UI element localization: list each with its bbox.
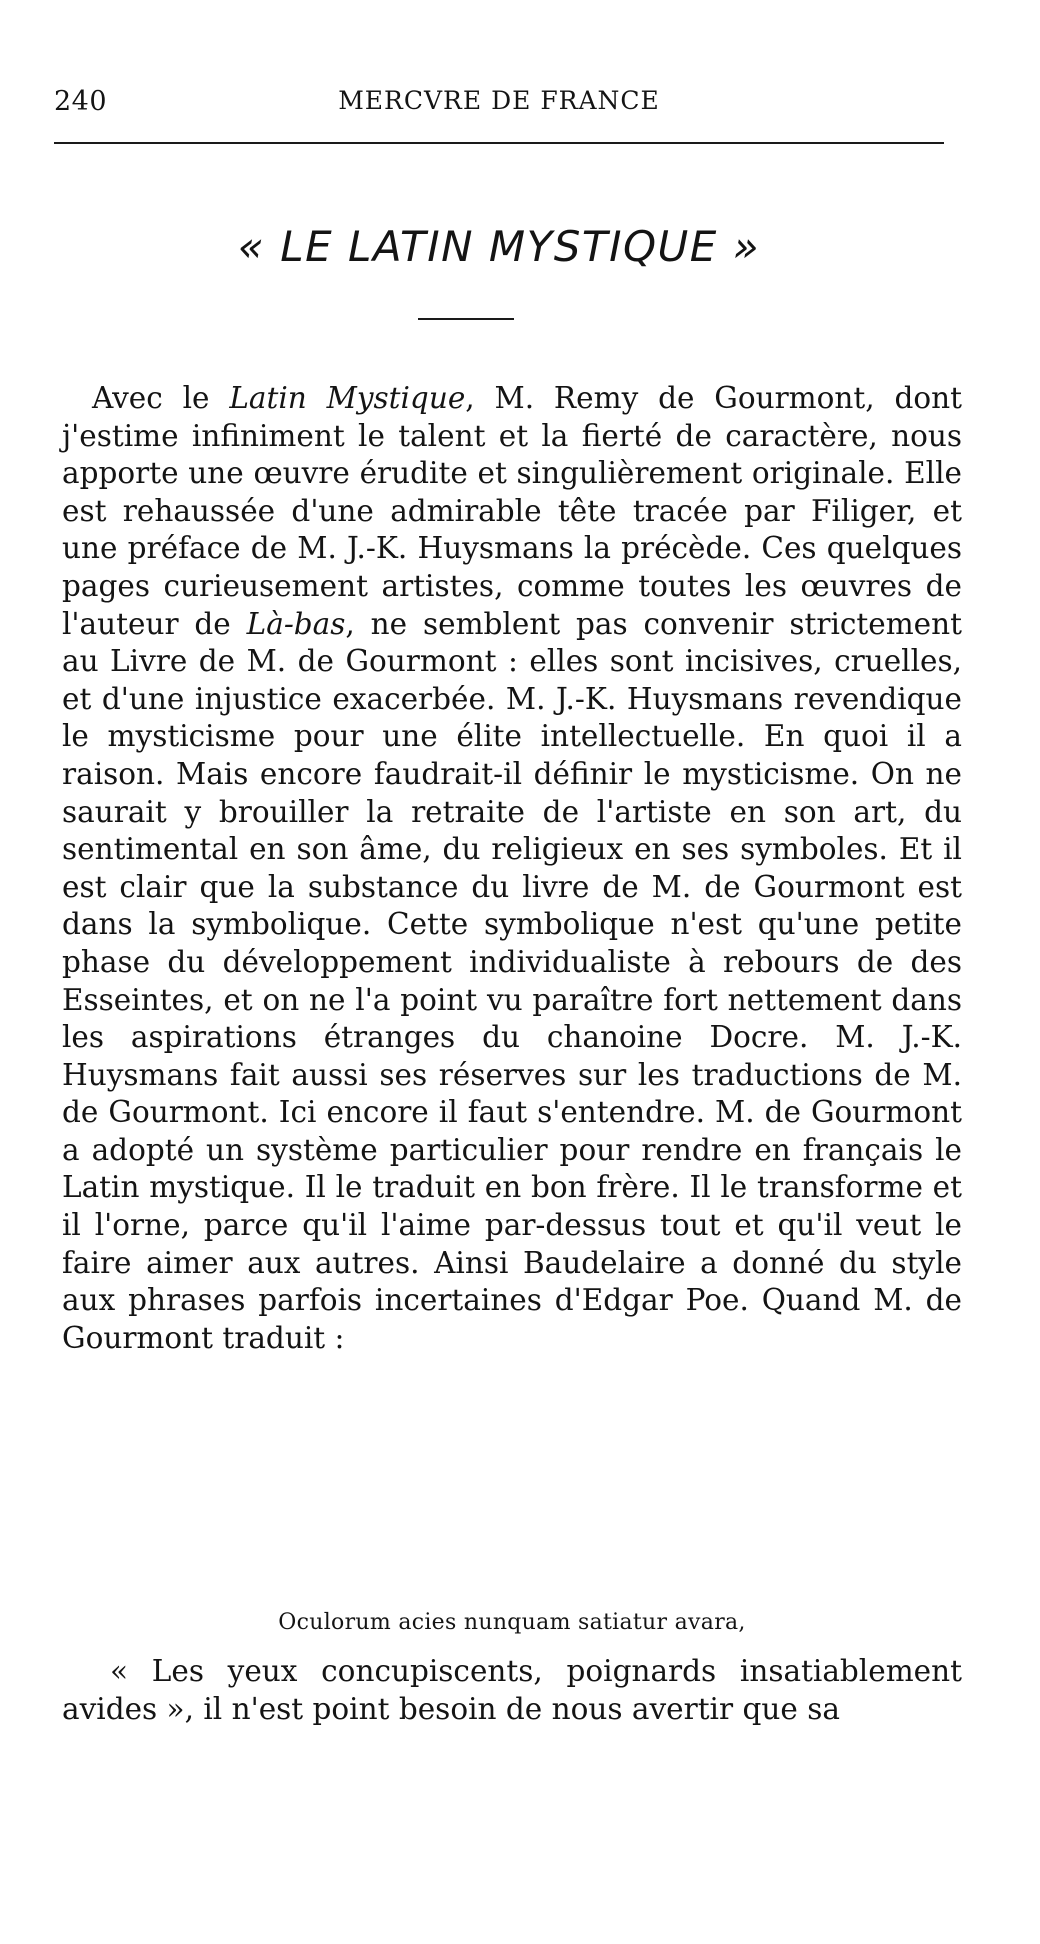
body-paragraph — [62, 380, 962, 1357]
text-run: , ne semblent pas convenir strictement au Livre de M. de Gourmont : elles sont incisives, cruelles, et d'une injustice exacerbée. M. J.-K. Huysmans revendique le mysticisme pour une élite intellectuelle. En quoi il a raison. Mais encore faudrait-il définir le mysticisme. On ne saurait y brouiller la retraite de l'artiste en son art, du sentimental en son âme, du religieux en ses symboles. Et il est clair que la substance du livre de M. de Gourmont est dans la symbolique. Cette symbolique n'est qu'une petite phase du développement individualiste à rebours de des Esseintes, et on ne l'a point vu paraître fort nettement dans les aspirations étranges du chanoine Docre. M. J.-K. Huysmans fait aussi ses réserves sur les traductions de M. de Gourmont. Ici encore il faut s'entendre. M. de Gourmont a adopté un système particulier pour rendre en français le Latin mystique. Il le traduit en bon frère. Il le transforme et il l'orne, parce qu'il l'aime par-dessus tout et qu'il veut le faire aimer aux autres. Ainsi Baudelaire a donné du style aux phrases parfois incertaines d'Edgar Poe. Quand M. de Gourmont traduit : — [62, 606, 962, 1355]
latin-quote: Oculorum acies nunquam satiatur avara, — [278, 1610, 746, 1635]
running-head: MERCVRE DE FRANCE — [338, 86, 660, 115]
header-rule — [54, 142, 944, 144]
page-header — [54, 86, 944, 126]
italic-book-title: Là-bas — [246, 606, 346, 641]
article-title: « LE LATIN MYSTIQUE » — [237, 222, 761, 271]
text-run: , M. Remy de Gourmont, dont j'estime infiniment le talent et la fierté de caractère, nous apporte une œuvre érudite et singulièrement originale. Elle est rehaussée d'une admirable tête tracée par Filiger, et une préface de M. J.-K. Huysmans la précède. Ces quelques pages curieusement artistes, comme toutes les œuvres de l'auteur de — [62, 381, 962, 641]
body-paragraph-continued — [62, 1653, 962, 1728]
text-run: Avec le — [92, 381, 230, 415]
title-rule — [418, 318, 514, 320]
italic-book-title: Latin Mystique — [229, 381, 466, 415]
text-run: « Les yeux concupiscents, poignards insatiablement avides », il n'est point besoin de nous avertir que sa — [62, 1654, 962, 1726]
page-number: 240 — [54, 86, 108, 117]
